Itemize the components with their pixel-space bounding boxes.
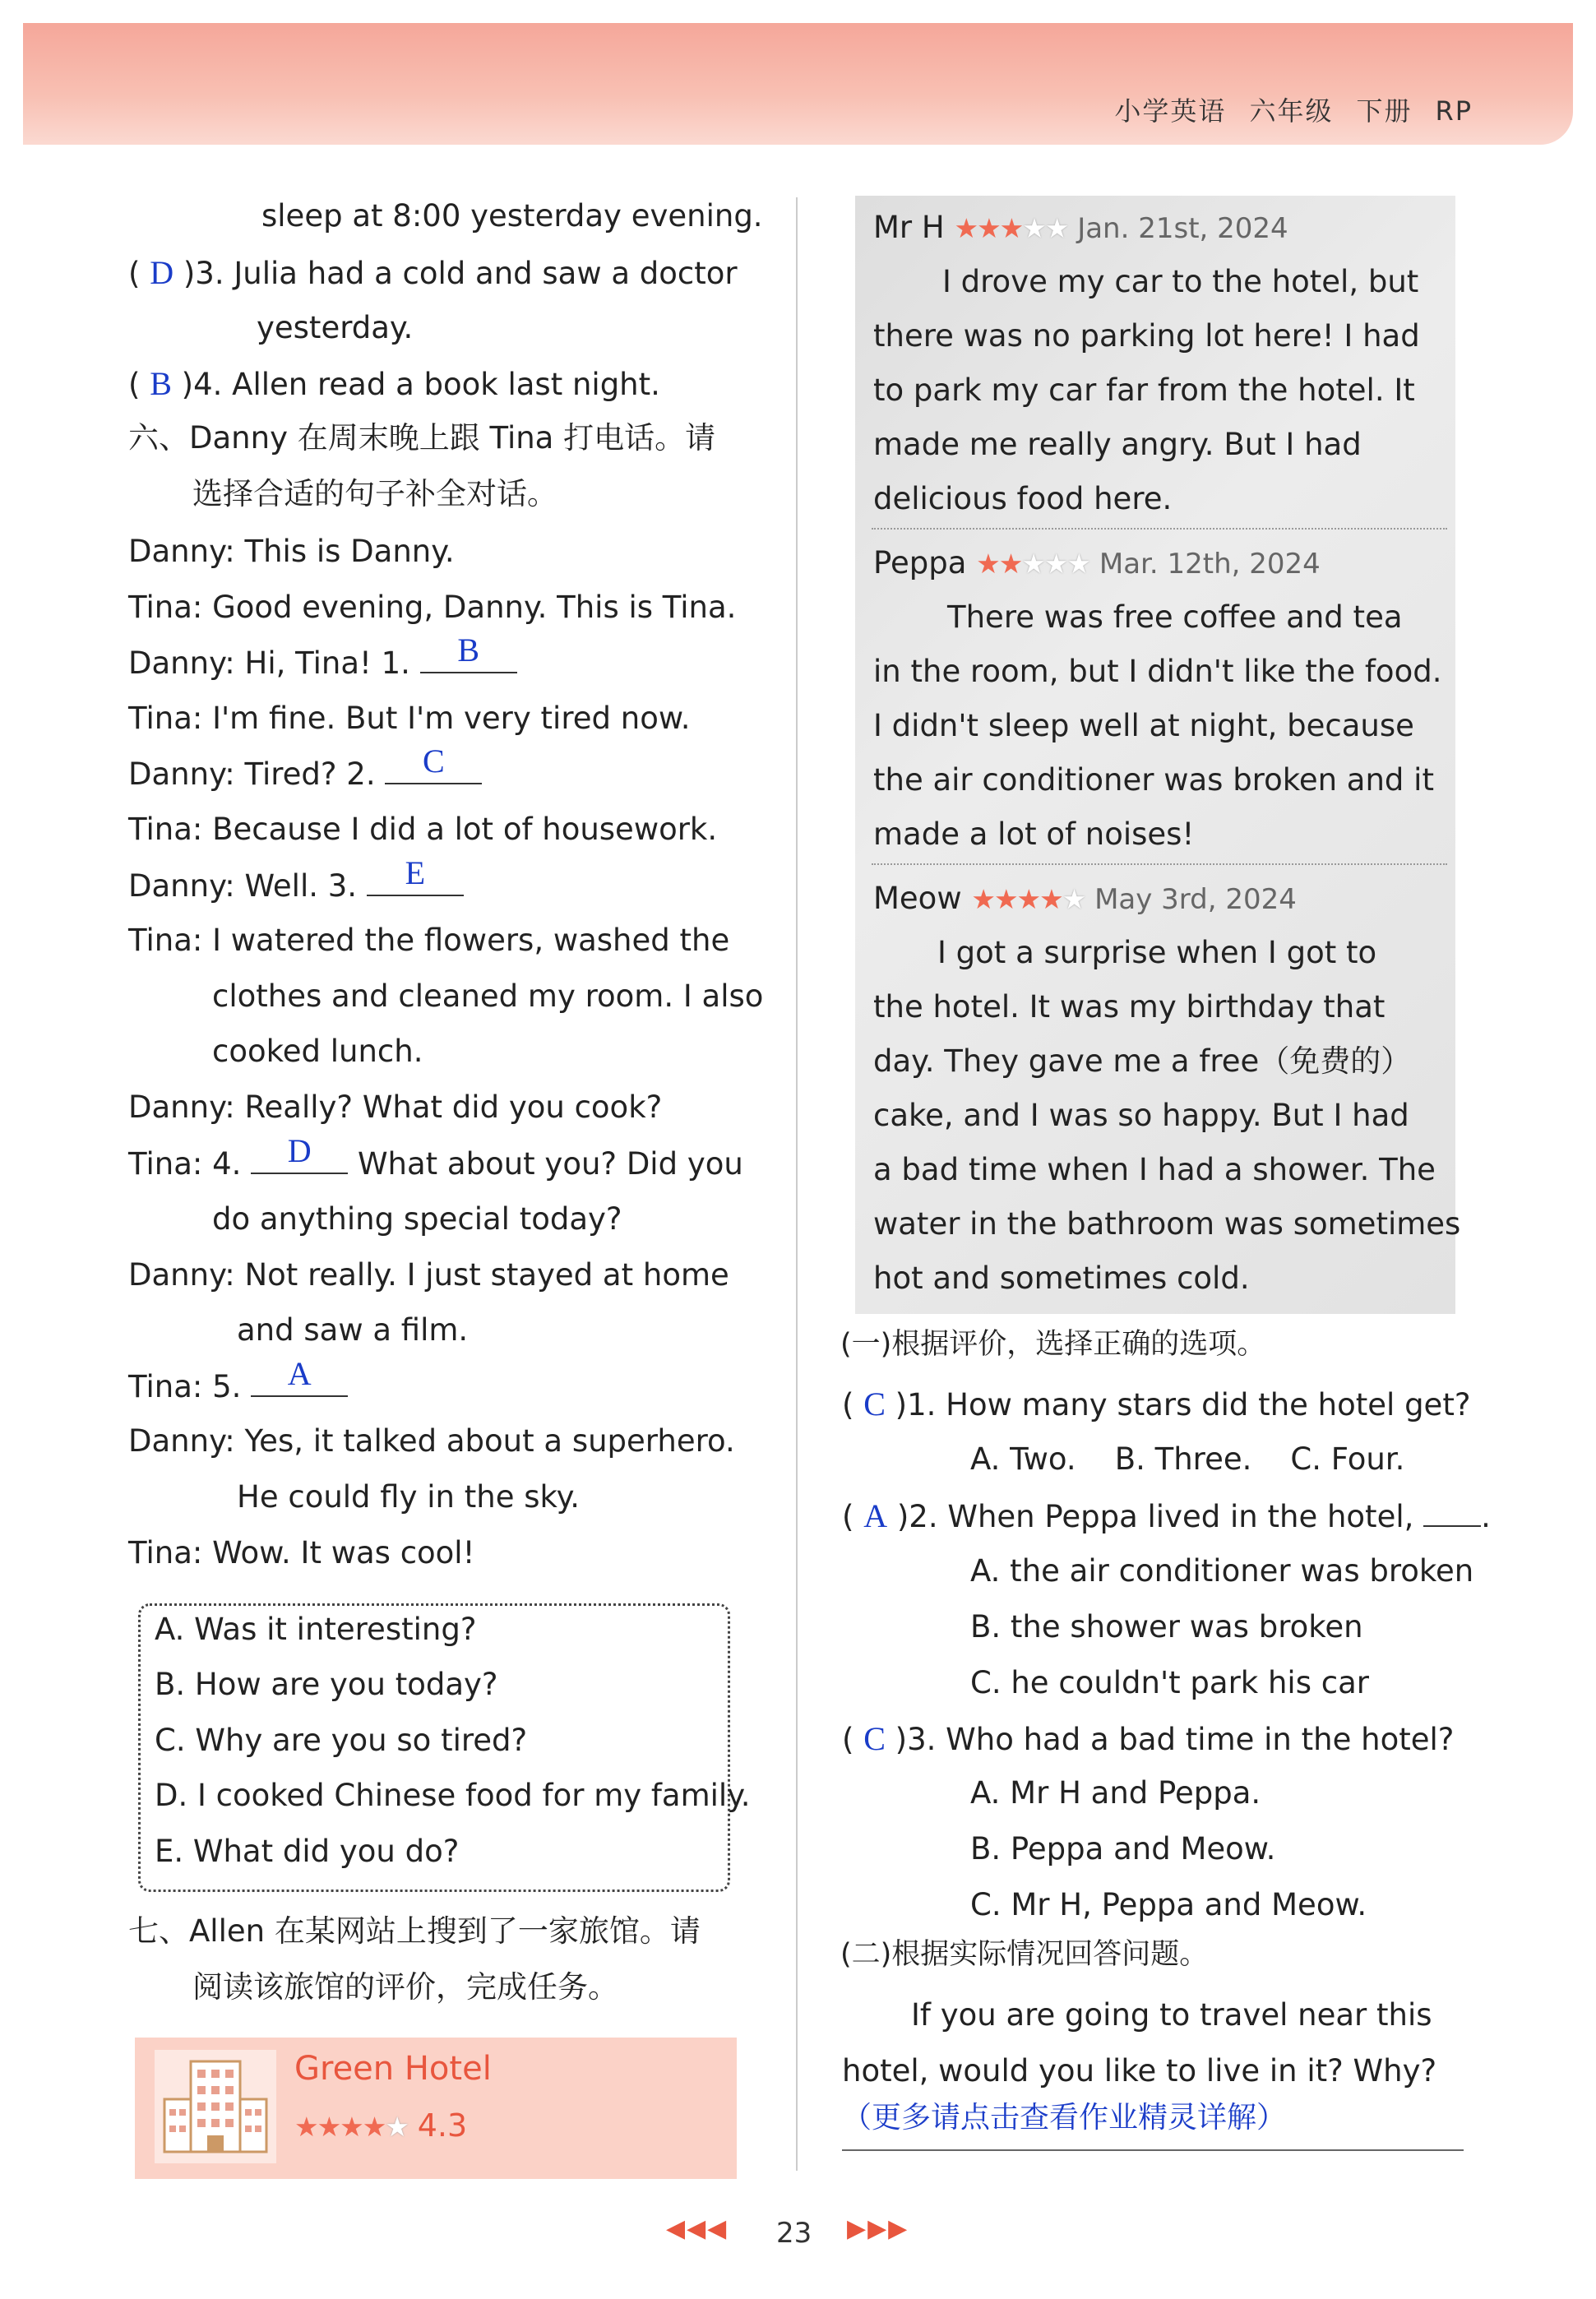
part2-question: If you are going to travel near this [911, 1997, 1432, 2033]
review-3-line: water in the bathroom was sometimes [873, 1206, 1461, 1242]
question-4: ( B )4. Allen read a book last night. [128, 365, 660, 402]
dialogue-line-3: Danny: Hi, Tina! 1. B [128, 647, 517, 678]
dialogue-line-12: Tina: 5. A [128, 1371, 348, 1402]
review-date: May 3rd, 2024 [1094, 883, 1297, 916]
dialogue-line-4: Tina: I'm fine. But I'm very tired now. [128, 701, 691, 736]
section6-title: 六、Danny 在周末晚上跟 Tina 打电话。请 [128, 420, 716, 456]
review-2-line: made a lot of noises! [873, 816, 1195, 852]
header-edition: RP [1435, 95, 1473, 127]
review-1-line: made me really angry. But I had [873, 427, 1362, 462]
rq-3-option-a: A. Mr H and Peppa. [970, 1775, 1261, 1811]
review-1-line: delicious food here. [873, 481, 1173, 516]
header-volume: 下册 [1356, 95, 1413, 127]
dialogue-line-9: Danny: Really? What did you cook? [128, 1089, 663, 1125]
option-a: A. Was it interesting? [155, 1612, 477, 1647]
hotel-building-icon [155, 2050, 276, 2163]
option-b: B. How are you today? [155, 1667, 498, 1702]
dialogue-line-14: Tina: Wow. It was cool! [128, 1535, 475, 1570]
option-d: D. I cooked Chinese food for my family. [155, 1778, 751, 1813]
review-2-line: There was free coffee and tea [947, 599, 1403, 635]
hotel-stars: ★★★★★ [294, 2111, 408, 2143]
part1-title: (一)根据评价，选择正确的选项。 [840, 1328, 1266, 1361]
rq-3: ( C )3. Who had a bad time in the hotel? [842, 1720, 1455, 1757]
header-info [1091, 90, 1473, 128]
rq-1: ( C )1. How many stars did the hotel get? [842, 1385, 1471, 1422]
blank-2[interactable]: C [385, 758, 482, 784]
header-subject: 小学英语 [1114, 95, 1227, 127]
answer-line [842, 2149, 1464, 2151]
blank-4[interactable]: D [251, 1148, 348, 1174]
part2-title: (二)根据实际情况回答问题。 [840, 1938, 1209, 1971]
review-3-line: hot and sometimes cold. [873, 1261, 1250, 1296]
answer-q4: B [150, 365, 172, 402]
section6-title-2: 选择合适的句子补全对话。 [192, 476, 557, 511]
review-3-line: I got a surprise when I got to [937, 935, 1377, 970]
answer-rq3: C [863, 1720, 886, 1757]
answer-rq1: C [863, 1385, 886, 1422]
option-e: E. What did you do? [155, 1834, 460, 1869]
reviews-panel [855, 196, 1455, 1314]
answer-q3: D [150, 254, 174, 291]
dialogue-line-6: Tina: Because I did a lot of housework. [128, 812, 718, 847]
answer-rq2: A [863, 1497, 888, 1534]
review-3-line: cake, and I was so happy. But I had [873, 1098, 1409, 1133]
review-3-header [873, 883, 1297, 914]
hotel-name: Green Hotel [294, 2050, 492, 2088]
page-number: 23 [776, 2217, 812, 2250]
dialogue-line-1: Danny: This is Danny. [128, 534, 455, 569]
dialogue-line-5: Danny: Tired? 2. C [128, 758, 482, 789]
hotel-rating: 4.3 [417, 2107, 468, 2144]
hotel-rating-row [294, 2107, 468, 2144]
rq-2-blank[interactable] [1423, 1501, 1481, 1527]
blank-3[interactable]: E [367, 870, 464, 896]
dialogue-line-8c: cooked lunch. [212, 1034, 423, 1069]
question-3: ( D )3. Julia had a cold and saw a doctor [128, 254, 738, 291]
rq-3-option-c: C. Mr H, Peppa and Meow. [970, 1887, 1367, 1922]
dialogue-line-13b: He could fly in the sky. [237, 1479, 581, 1515]
dialogue-line-11: Danny: Not really. I just stayed at home [128, 1257, 729, 1293]
column-divider [796, 197, 798, 2171]
dialogue-line-8: Tina: I watered the flowers, washed the [128, 923, 730, 958]
review-1-line: to park my car far from the hotel. It [873, 372, 1415, 408]
reviewer-name: Meow [873, 881, 962, 916]
review-2-line: in the room, but I didn't like the food. [873, 654, 1442, 689]
review-2-header [873, 545, 1321, 581]
review-1-stars: ★★★★★ [954, 212, 1068, 244]
review-separator [872, 863, 1447, 865]
dialogue-line-8b: clothes and cleaned my room. I also [212, 978, 764, 1014]
review-date: Jan. 21st, 2024 [1077, 212, 1288, 245]
question-3-cont: yesterday. [257, 310, 414, 345]
dialogue-line-13: Danny: Yes, it talked about a superhero. [128, 1423, 735, 1459]
review-3-line: day. They gave me a free（免费的） [873, 1043, 1412, 1079]
next-page-arrows[interactable]: ▶▶▶ [847, 2214, 909, 2243]
dialogue-line-11b: and saw a film. [237, 1312, 469, 1348]
rq-2-option-c: C. he couldn't park his car [970, 1665, 1369, 1700]
review-2-line: I didn't sleep well at night, because [873, 708, 1414, 743]
review-date: Mar. 12th, 2024 [1099, 548, 1321, 581]
rq-2-option-b: B. the shower was broken [970, 1609, 1363, 1644]
review-3-stars: ★★★★★ [971, 883, 1085, 915]
review-1-line: there was no parking lot here! I had [873, 318, 1420, 354]
part2-question-2: hotel, would you like to live in it? Why? [842, 2053, 1437, 2089]
dialogue-line-10b: do anything special today? [212, 1201, 622, 1237]
review-1-header [873, 212, 1288, 243]
review-2-stars: ★★★★★ [976, 548, 1090, 580]
prev-page-arrows[interactable]: ◀◀◀ [666, 2214, 729, 2243]
rq-3-option-b: B. Peppa and Meow. [970, 1831, 1276, 1866]
dialogue-line-7: Danny: Well. 3. E [128, 870, 464, 901]
review-3-line: a bad time when I had a shower. The [873, 1152, 1436, 1187]
more-details-link[interactable]: （更多请点击查看作业精灵详解） [842, 2101, 1287, 2135]
review-1-line: I drove my car to the hotel, but [942, 264, 1419, 299]
review-separator [872, 528, 1447, 530]
review-3-line: the hotel. It was my birthday that [873, 989, 1386, 1025]
reviewer-name: Mr H [873, 210, 945, 245]
question-continuation: sleep at 8:00 yesterday evening. [261, 198, 763, 234]
rq-1-options: A. Two. B. Three. C. Four. [970, 1441, 1405, 1477]
section7-title: 七、Allen 在某网站上搜到了一家旅馆。请 [128, 1913, 701, 1949]
header-grade: 六年级 [1249, 95, 1334, 127]
dialogue-line-2: Tina: Good evening, Danny. This is Tina. [128, 590, 737, 625]
dialogue-line-10: Tina: 4. D What about you? Did you [128, 1132, 743, 1182]
rq-2: ( A )2. When Peppa lived in the hotel, . [842, 1497, 1491, 1534]
blank-5[interactable]: A [251, 1371, 348, 1397]
section7-title-2: 阅读该旅馆的评价，完成任务。 [192, 1969, 618, 2005]
blank-1[interactable]: B [420, 647, 517, 673]
option-c: C. Why are you so tired? [155, 1723, 528, 1758]
reviewer-name: Peppa [873, 545, 967, 581]
rq-2-option-a: A. the air conditioner was broken [970, 1553, 1474, 1589]
review-2-line: the air conditioner was broken and it [873, 762, 1434, 798]
